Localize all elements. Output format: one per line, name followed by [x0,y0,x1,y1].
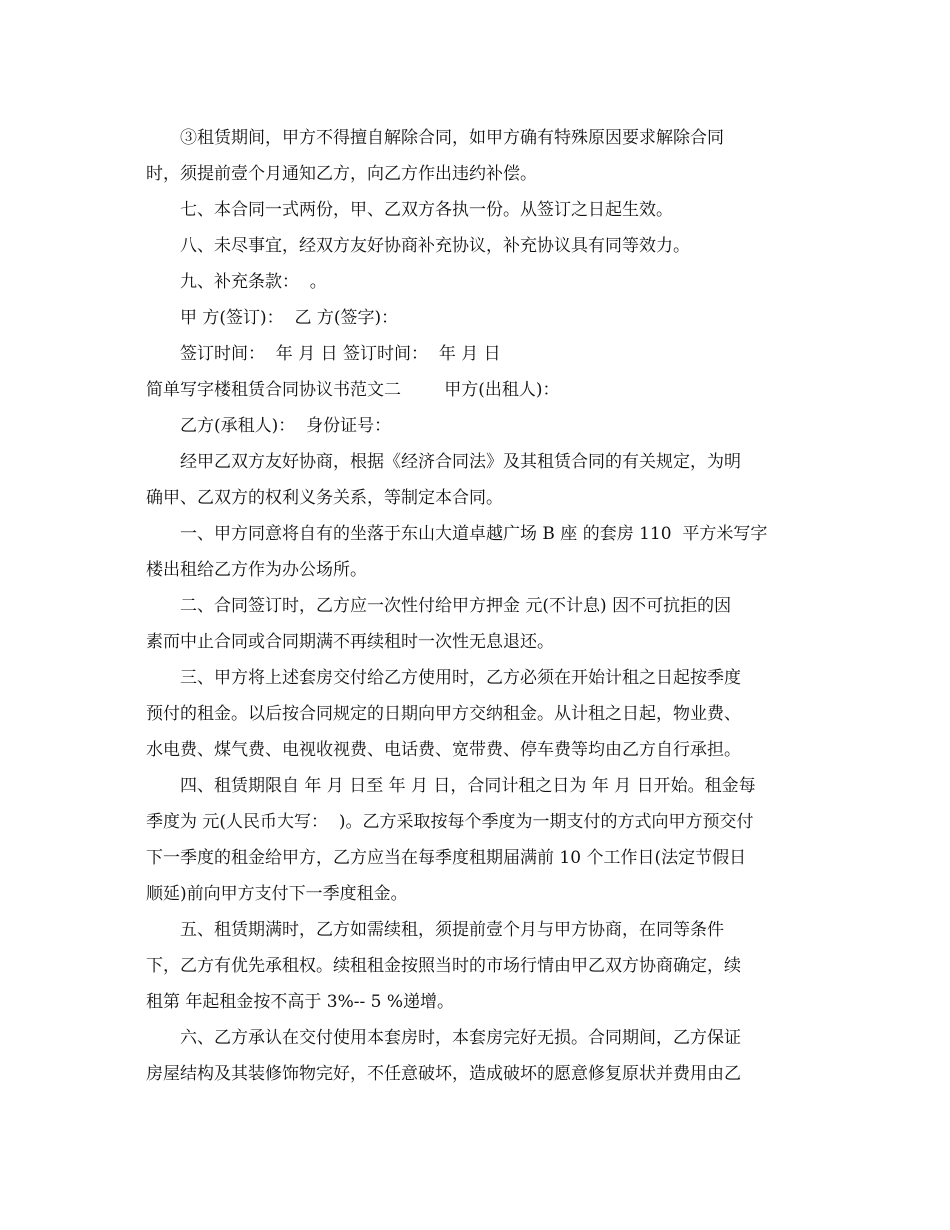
paragraph-line: 六、乙方承认在交付使用本套房时，本套房完好无损。合同期间，乙方保证 [180,1028,741,1048]
paragraph-line: 经甲乙双方友好协商，根据《经济合同法》及其租赁合同的有关规定，为明 [180,452,741,472]
paragraph-line: 四、租赁期限自 年 月 日至 年 月 日，合同计租之日为 年 月 日开始。租金每 [180,776,756,796]
paragraph-line: 七、本合同一式两份，甲、乙双方各执一份。从签订之日起生效。 [180,200,673,220]
paragraph-line: 二、合同签订时，乙方应一次性付给甲方押金 元(不计息) 因不可抗拒的因 [180,596,732,616]
paragraph-line: 八、未尽事宜，经双方友好协商补充协议，补充协议具有同等效力。 [180,236,690,256]
paragraph-line: 租第 年起租金按不高于 3%-- 5 %递增。 [146,992,455,1012]
paragraph-line: 素而中止合同或合同期满不再续租时一次性无息退还。 [146,632,554,652]
paragraph-line: 预付的租金。以后按合同规定的日期向甲方交纳租金。从计租之日起，物业费、 [146,704,741,724]
paragraph-line: 乙方(承租人)： 身份证号： [180,416,392,436]
paragraph-line: 五、租赁期满时，乙方如需续租，须提前壹个月与甲方协商，在同等条件 [180,920,724,940]
paragraph-line: 一、甲方同意将自有的坐落于东山大道卓越广场 B 座 的套房 110 平方米写字 [180,524,768,544]
paragraph-line: 季度为 元(人民币大写： )。乙方采取按每个季度为一期支付的方式向甲方预交付 [146,812,754,832]
section-title-line: 简单写字楼租赁合同协议书范文二 甲方(出租人)： [146,380,560,400]
paragraph-line: 下一季度的租金给甲方，乙方应当在每季度租期届满前 10 个工作日(法定节假日 [146,848,747,868]
signing-date-line: 签订时间： 年 月 日 签订时间： 年 月 日 [180,344,501,364]
paragraph-line: 水电费、煤气费、电视收视费、电话费、宽带费、停车费等均由乙方自行承担。 [146,740,741,760]
paragraph-line: 下，乙方有优先承租权。续租租金按照当时的市场行情由甲乙双方协商确定，续 [146,956,741,976]
paragraph-line: 确甲、乙双方的权利义务关系，等制定本合同。 [146,488,503,508]
paragraph-line: ③租赁期间，甲方不得擅自解除合同，如甲方确有特殊原因要求解除合同 [180,128,724,148]
paragraph-line: 房屋结构及其装修饰物完好，不任意破坏，造成破坏的愿意修复原状并费用由乙 [146,1064,741,1084]
signature-line: 甲 方(签订)： 乙 方(签字)： [180,308,399,328]
paragraph-line: 三、甲方将上述套房交付给乙方使用时，乙方必须在开始计租之日起按季度 [180,668,741,688]
paragraph-line: 时，须提前壹个月通知乙方，向乙方作出违约补偿。 [146,164,537,184]
paragraph-line: 顺延)前向甲方支付下一季度租金。 [146,884,408,904]
paragraph-line: 九、补充条款： 。 [180,272,327,292]
paragraph-line: 楼出租给乙方作为办公场所。 [146,560,367,580]
